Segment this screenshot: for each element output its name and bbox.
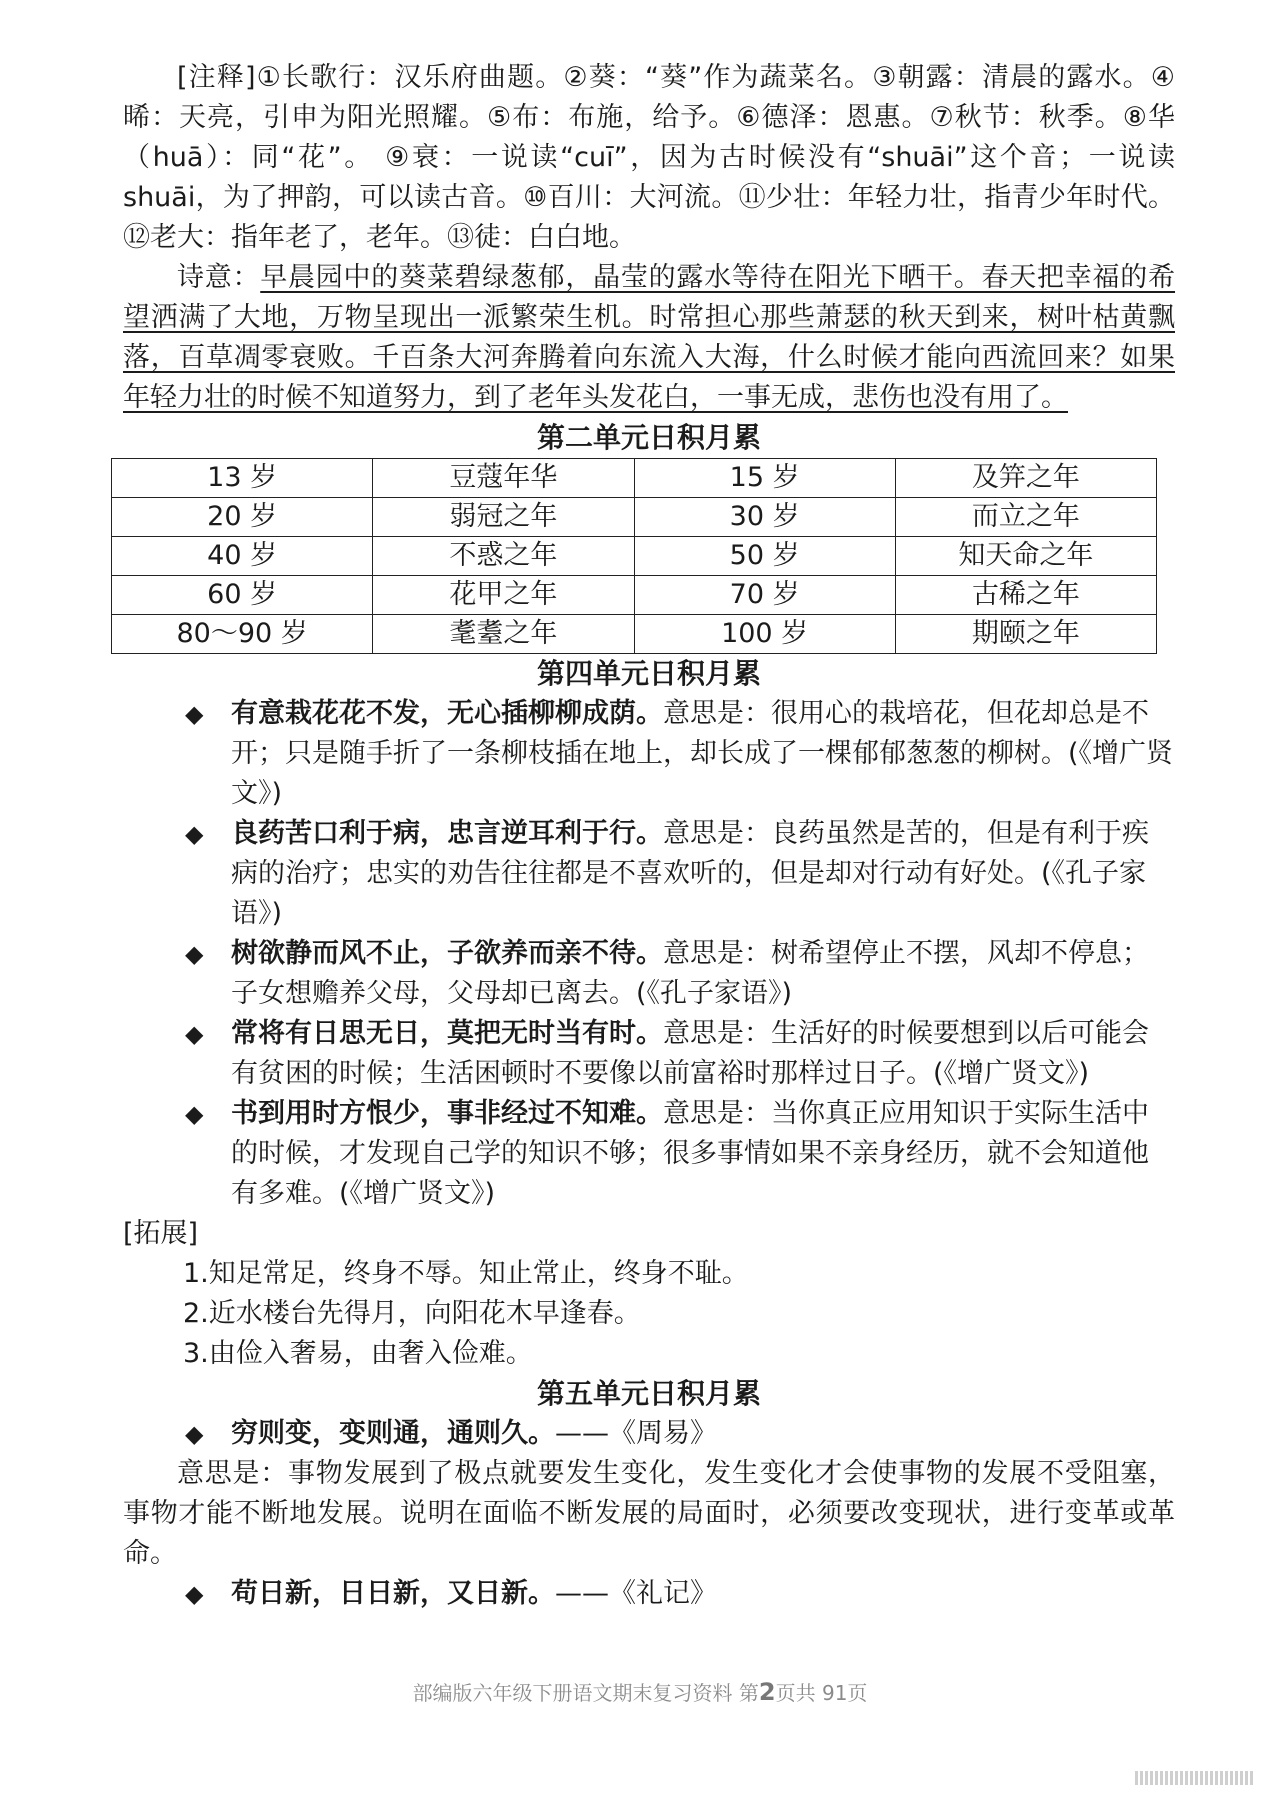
proverb-source: ——《礼记》 [555, 1578, 717, 1609]
table-cell: 期颐之年 [895, 615, 1156, 654]
list-item [123, 1574, 1175, 1614]
proverb-meaning-paragraph: 意思是：事物发展到了极点就要发生变化，发生变化才会使事物的发展不受阻塞，事物才能不断地发展。说明在面临不断发展的局面时，必须要改变现状，进行变革或革命。 [123, 1458, 1175, 1569]
table-cell: 60 岁 [112, 576, 373, 615]
extension-item: 1.知足常足，终身不辱。知止常止，终身不耻。 [183, 1258, 749, 1289]
proverb-meaning: 意思是：树希望停止不摆，风却不停息；子女想赡养父母，父母却已离去。(《孔子家语》) [231, 938, 1149, 1009]
table-row [112, 576, 1157, 615]
table-cell: 30 岁 [634, 498, 895, 537]
extension-item: 2.近水楼台先得月，向阳花木早逢春。 [183, 1298, 641, 1329]
poem-meaning-paragraph [123, 258, 1175, 418]
diamond-bullet-icon: ◆ [185, 700, 204, 728]
proverb-text: 树欲静而风不止，子欲养而亲不待。 [231, 938, 663, 969]
table-row [112, 459, 1157, 498]
table-cell: 而立之年 [895, 498, 1156, 537]
list-item [123, 814, 1175, 934]
table-cell: 50 岁 [634, 537, 895, 576]
list-item [123, 1414, 1175, 1454]
table-cell: 13 岁 [112, 459, 373, 498]
proverb-text: 有意栽花花不发，无心插柳柳成荫。 [231, 698, 663, 729]
table-cell: 及笄之年 [895, 459, 1156, 498]
table-cell: 知天命之年 [895, 537, 1156, 576]
diamond-bullet-icon: ◆ [185, 1420, 204, 1448]
age-terms-table [111, 458, 1157, 654]
list-item [123, 1094, 1175, 1214]
proverb-meaning: 意思是：良药虽然是苦的，但是有利于疾病的治疗；忠实的劝告往往都是不喜欢听的，但是却对行动有好处。(《孔子家语》) [231, 818, 1149, 929]
table-cell: 20 岁 [112, 498, 373, 537]
list-item [123, 694, 1175, 814]
table-cell: 70 岁 [634, 576, 895, 615]
proverb-text: 穷则变，变则通，通则久。 [231, 1418, 555, 1449]
proverb-text: 苟日新，日日新，又日新。 [231, 1578, 555, 1609]
extension-item: 3.由俭入奢易，由奢入俭难。 [183, 1338, 533, 1369]
table-cell: 不惑之年 [373, 537, 634, 576]
page-number: 2 [758, 1678, 776, 1706]
proverb-meaning: 意思是：生活好的时候要想到以后可能会有贫困的时候；生活困顿时不要像以前富裕时那样过日子。(《增广贤文》) [231, 1018, 1149, 1089]
table-cell: 豆蔻年华 [373, 459, 634, 498]
table-cell: 40 岁 [112, 537, 373, 576]
proverb-text: 书到用时方恨少，事非经过不知难。 [231, 1098, 663, 1129]
unit5-title: 第五单元日积月累 [536, 1377, 761, 1410]
list-item [123, 1014, 1175, 1094]
diamond-bullet-icon: ◆ [185, 940, 204, 968]
poem-meaning-label: 诗意： [177, 262, 261, 293]
unit2-title: 第二单元日积月累 [536, 421, 761, 454]
footer-prefix: 部编版六年级下册语文期末复习资料 第 [412, 1681, 759, 1705]
unit4-title: 第四单元日积月累 [536, 657, 761, 690]
table-row [112, 498, 1157, 537]
extension-label: [拓展] [123, 1218, 199, 1249]
list-item [123, 934, 1175, 1014]
table-cell: 花甲之年 [373, 576, 634, 615]
footer-suffix: 页共 91页 [775, 1681, 868, 1705]
table-cell: 80～90 岁 [112, 615, 373, 654]
table-cell: 弱冠之年 [373, 498, 634, 537]
table-cell: 100 岁 [634, 615, 895, 654]
proverb-text: 良药苦口利于病，忠言逆耳利于行。 [231, 818, 663, 849]
table-row [112, 615, 1157, 654]
table-cell: 古稀之年 [895, 576, 1156, 615]
scroll-indicator[interactable] [1135, 1770, 1255, 1784]
proverb-text: 常将有日思无日，莫把无时当有时。 [231, 1018, 663, 1049]
proverb-meaning: 意思是：当你真正应用知识于实际生活中的时候，才发现自己学的知识不够；很多事情如果不亲身经历，就不会知道他有多难。(《增广贤文》) [231, 1098, 1149, 1209]
page-footer [0, 1677, 1280, 1706]
table-cell: 耄耋之年 [373, 615, 634, 654]
proverb-source: ——《周易》 [555, 1418, 717, 1449]
page-content [123, 58, 1175, 1614]
diamond-bullet-icon: ◆ [185, 820, 204, 848]
table-cell: 15 岁 [634, 459, 895, 498]
table-row [112, 537, 1157, 576]
poem-meaning-text: 早晨园中的葵菜碧绿葱郁，晶莹的露水等待在阳光下晒干。春天把幸福的希望洒满了大地，万物呈现出一派繁荣生机。时常担心那些萧瑟的秋天到来，树叶枯黄飘落，百草凋零衰败。千百条大河奔腾着向东流入大海，什么时候才能向西流回来？如果年轻力壮的时候不知道努力，到了老年头发花白，一事无成，悲伤也没有用了。 [123, 262, 1176, 413]
diamond-bullet-icon: ◆ [185, 1020, 204, 1048]
diamond-bullet-icon: ◆ [185, 1580, 204, 1608]
annotation-paragraph: [注释]①长歌行：汉乐府曲题。②葵：“葵”作为蔬菜名。③朝露：清晨的露水。④晞：天亮，引申为阳光照耀。⑤布：布施，给予。⑥德泽：恩惠。⑦秋节：秋季。⑧华（huā）：同“花”。 ⑨衰：一说读“cuī”，因为古时候没有“shuāi”这个音；一说读 shuāi，为了押韵，可以读古音。⑩百川：大河流。⑪少壮：年轻力壮，指青少年时代。⑫老大：指年老了，老年。⑬徒：白白地。 [123, 62, 1175, 253]
diamond-bullet-icon: ◆ [185, 1100, 204, 1128]
proverb-meaning: 意思是：很用心的栽培花，但花却总是不开；只是随手折了一条柳枝插在地上，却长成了一棵郁郁葱葱的柳树。(《增广贤文》) [231, 698, 1174, 809]
